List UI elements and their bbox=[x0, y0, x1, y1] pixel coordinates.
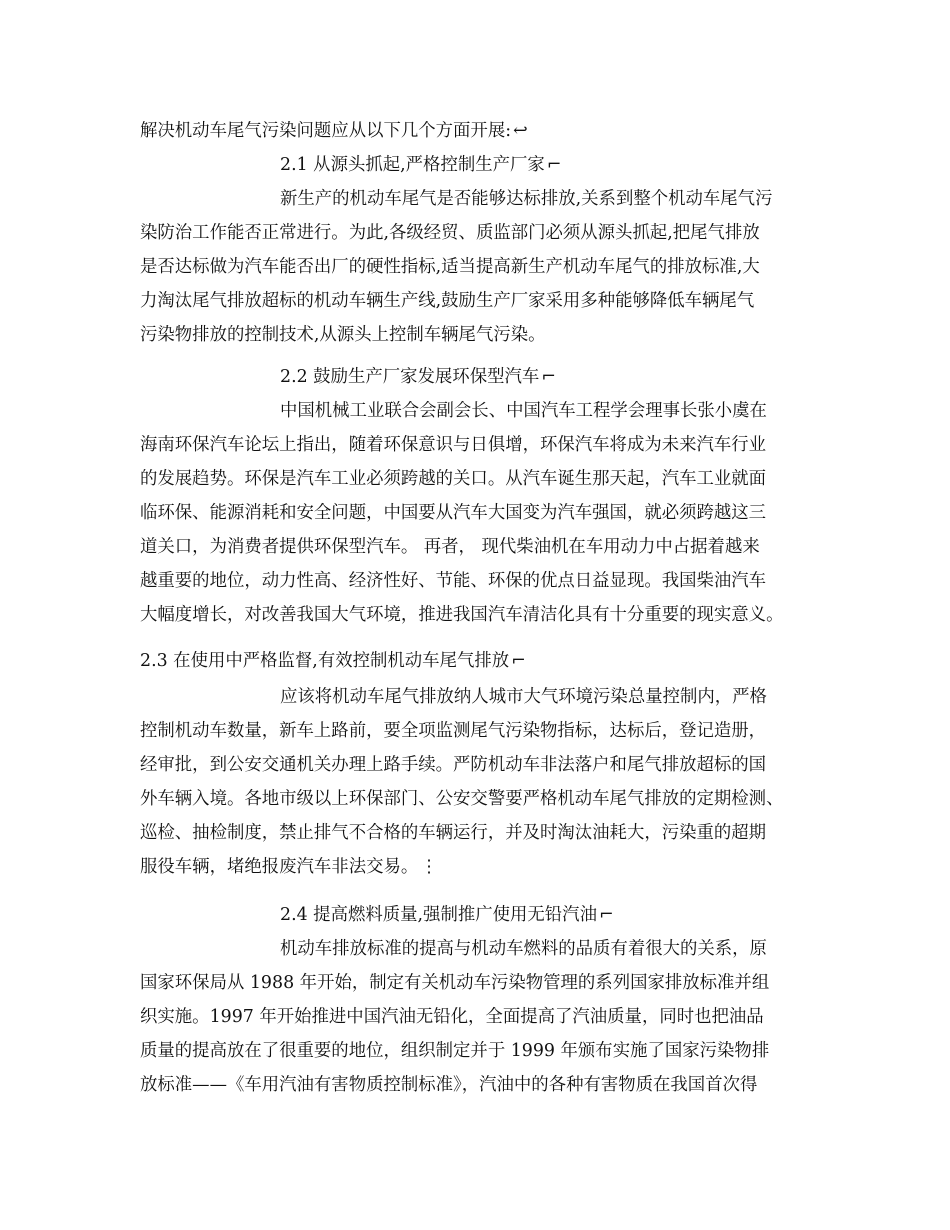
text-line: 中国机械工业联合会副会长、中国汽车工程学会理事长张小虞在 bbox=[280, 401, 767, 421]
text-line: 新生产的机动车尾气是否能够达标排放,关系到整个机动车尾气污 bbox=[280, 189, 773, 209]
paragraph-mark-icon: ⌐ bbox=[511, 651, 526, 671]
text-line: 放标准——《车用汽油有害物质控制标准》，汽油中的各种有害物质在我国首次得 bbox=[140, 1075, 758, 1095]
paragraph-mark-icon: ⌐ bbox=[546, 155, 562, 175]
text-line: 国家环保局从 1988 年开始，制定有关机动车污染物管理的系列国家排放标准并组 bbox=[140, 973, 770, 993]
section-heading-2-3: 2.3 在使用中严格监督,有效控制机动车尾气排放 ⌐ bbox=[140, 646, 830, 677]
text-line: 污染物排放的控制技术,从源头上控制车辆尾气污染。 bbox=[140, 325, 546, 345]
paragraph-mark-icon: ⌐ bbox=[541, 367, 556, 387]
text-line: 经审批，到公安交通机关办理上路手续。严防机动车非法落户和尾气排放超标的国 bbox=[140, 755, 767, 775]
text-line: 海南环保汽车论坛上指出，随着环保意识与日俱增，环保汽车将成为未来汽车行业 bbox=[140, 435, 767, 455]
text-line: 越重要的地位，动力性高、经济性好、节能、环保的优点日益显现。我国柴油汽车 bbox=[140, 571, 767, 591]
text-line: 质量的提高放在了很重要的地位，组织制定并于 1999 年颁布实施了国家污染物排 bbox=[140, 1041, 770, 1061]
text-line: 的发展趋势。环保是汽车工业必须跨越的关口。从汽车诞生那天起，汽车工业就面 bbox=[140, 469, 767, 489]
text-line: 外车辆入境。各地市级以上环保部门、公安交警要严格机动车尾气排放的定期检测、 bbox=[140, 789, 784, 809]
section-heading-2-2: 2.2 鼓励生产厂家发展环保型汽车 ⌐ bbox=[280, 362, 950, 393]
paragraph-mark-icon: ⌐ bbox=[598, 905, 614, 925]
paragraph-mark-icon: ⋮ bbox=[420, 857, 438, 877]
section-heading-2-4: 2.4 提高燃料质量,强制推广使用无铅汽油 ⌐ bbox=[280, 900, 950, 931]
text-line: 服役车辆，堵绝报废汽车非法交易。 ⋮ bbox=[140, 852, 830, 883]
text-line: 机动车排放标准的提高与机动车燃料的品质有着很大的关系，原 bbox=[280, 939, 767, 959]
text-line: 控制机动车数量，新车上路前，要全项监测尾气污染物指标，达标后，登记造册， bbox=[140, 721, 767, 741]
text-line: 织实施。1997 年开始推进中国汽油无铅化，全面提高了汽油质量，同时也把油品 bbox=[140, 1007, 764, 1027]
section-heading-2-1: 2.1 从源头抓起,严格控制生产厂家 ⌐ bbox=[280, 150, 950, 181]
text-line: 解决机动车尾气污染问题应从以下几个方面开展: ↩ bbox=[140, 116, 830, 147]
text-line: 巡检、抽检制度，禁止排气不合格的车辆运行，并及时淘汰油耗大，污染重的超期 bbox=[140, 823, 767, 843]
text-line: 应该将机动车尾气排放纳人城市大气环境污染总量控制内，严格 bbox=[280, 687, 767, 707]
text-line: 道关口，为消费者提供环保型汽车。 再者， 现代柴油机在车用动力中占据着越来 bbox=[140, 537, 760, 557]
paragraph-mark-icon: ↩ bbox=[513, 121, 528, 141]
text-line: 是否达标做为汽车能否出厂的硬性指标,适当提高新生产机动车尾气的排放标准,大 bbox=[140, 257, 760, 277]
text-line: 染防治工作能否正常进行。为此,各级经贸、质监部门必须从源头抓起,把尾气排放 bbox=[140, 223, 760, 243]
text-line: 大幅度增长，对改善我国大气环境，推进我国汽车清洁化具有十分重要的现实意义。 bbox=[140, 605, 784, 625]
text-line: 临环保、能源消耗和安全问题，中国要从汽车大国变为汽车强国，就必须跨越这三 bbox=[140, 503, 767, 523]
text-line: 力淘汰尾气排放超标的机动车辆生产线,鼓励生产厂家采用多种能够降低车辆尾气 bbox=[140, 291, 755, 311]
